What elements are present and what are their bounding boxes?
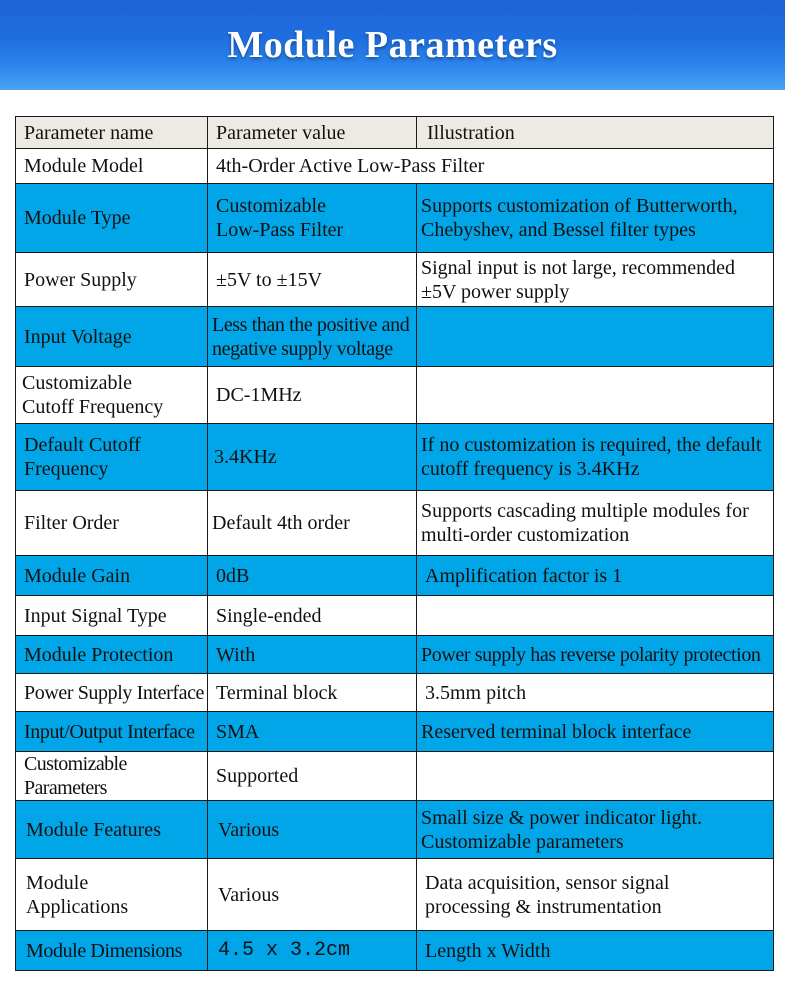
param-value: ±5V to ±15V: [208, 253, 417, 307]
param-name: Customizable Parameters: [16, 752, 208, 801]
param-value: 4th-Order Active Low-Pass Filter: [208, 149, 774, 184]
param-value: 0dB: [208, 556, 417, 596]
param-illustration: Length x Width: [417, 931, 774, 971]
column-header-parameter-name: Parameter name: [16, 117, 208, 149]
param-value-text: Customizable Low-Pass Filter: [216, 195, 344, 241]
param-illustration: Small size & power indicator light. Customizable parameters: [417, 801, 774, 859]
param-name: Module Type: [16, 184, 208, 253]
param-name: Input Voltage: [16, 307, 208, 367]
param-illustration: Reserved terminal block interface: [417, 712, 774, 752]
table-row: [16, 752, 774, 801]
param-illustration: Signal input is not large, recommended ±5V power supply: [417, 253, 774, 307]
param-name: Filter Order: [16, 491, 208, 556]
table-row: [16, 367, 774, 424]
param-illustration: Supports cascading multiple modules for multi-order customization: [417, 491, 774, 556]
param-name: Module Model: [16, 149, 208, 184]
param-illustration: [417, 307, 774, 367]
table-row: [16, 556, 774, 596]
table-row: [16, 801, 774, 859]
param-illustration: Supports customization of Butterworth, Chebyshev, and Bessel filter types: [417, 184, 774, 253]
param-name: Module Features: [16, 801, 208, 859]
param-value: Various: [208, 859, 417, 931]
param-value: [208, 184, 417, 253]
param-illustration: Amplification factor is 1: [417, 556, 774, 596]
param-value: Various: [208, 801, 417, 859]
param-value: Supported: [208, 752, 417, 801]
parameters-table: [15, 116, 774, 971]
param-value: Terminal block: [208, 674, 417, 712]
param-name: Module Applications: [16, 859, 208, 931]
param-name: Input Signal Type: [16, 596, 208, 636]
param-name: Power Supply: [16, 253, 208, 307]
param-illustration: If no customization is required, the default cutoff frequency is 3.4KHz: [417, 424, 774, 491]
param-name: Module Gain: [16, 556, 208, 596]
table-row: [16, 674, 774, 712]
param-illustration: 3.5mm pitch: [417, 674, 774, 712]
param-value: DC-1MHz: [208, 367, 417, 424]
param-illustration: Power supply has reverse polarity protection: [417, 636, 774, 674]
param-name: Power Supply Interface: [16, 674, 208, 712]
title-banner: [0, 0, 785, 90]
param-value: Single-ended: [208, 596, 417, 636]
param-illustration: [417, 596, 774, 636]
param-name: Default Cutoff Frequency: [16, 424, 208, 491]
param-illustration: Data acquisition, sensor signal processing & instrumentation: [417, 859, 774, 931]
param-value: 3.4KHz: [208, 424, 417, 491]
param-name: Input/Output Interface: [16, 712, 208, 752]
table-row: [16, 424, 774, 491]
table-row: [16, 636, 774, 674]
table-row: [16, 253, 774, 307]
param-name: Customizable Cutoff Frequency: [16, 367, 208, 424]
table-row: [16, 149, 774, 184]
table-row: [16, 712, 774, 752]
table-header-row: [16, 117, 774, 149]
param-value: SMA: [208, 712, 417, 752]
param-value: Less than the positive and negative supply voltage: [208, 307, 417, 367]
param-name: Module Protection: [16, 636, 208, 674]
table-row: [16, 596, 774, 636]
param-illustration: [417, 752, 774, 801]
table-row: [16, 491, 774, 556]
table-row: [16, 859, 774, 931]
column-header-parameter-value: Parameter value: [208, 117, 417, 149]
param-value: With: [208, 636, 417, 674]
table-row: [16, 307, 774, 367]
table-row: [16, 184, 774, 253]
column-header-illustration: Illustration: [417, 117, 774, 149]
page-title: Module Parameters: [227, 24, 558, 66]
param-name: Module Dimensions: [16, 931, 208, 971]
param-value: Default 4th order: [208, 491, 417, 556]
param-value: 4.5 x 3.2cm: [208, 931, 417, 971]
param-illustration: [417, 367, 774, 424]
table-row: [16, 931, 774, 971]
